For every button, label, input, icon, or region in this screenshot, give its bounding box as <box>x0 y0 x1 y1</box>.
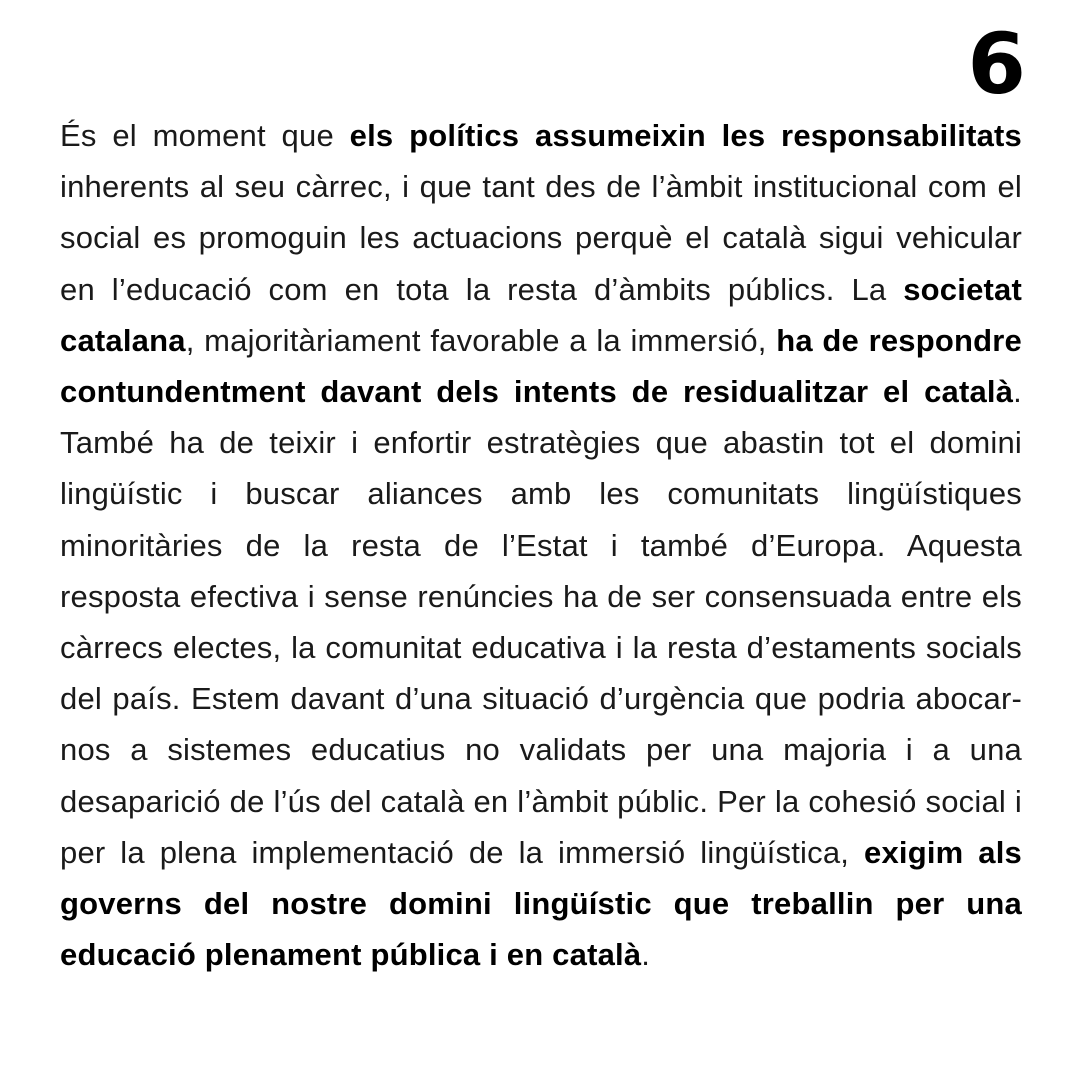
bold-phrase: els polítics assumeixin les responsabilitats <box>349 118 1022 153</box>
bold-phrase: ha de respondre contundentment davant dels intents de residualitzar el català <box>60 322 1022 410</box>
text-segment: És el moment que <box>60 118 350 153</box>
page-number: 6 <box>967 15 1026 113</box>
text-segment: , majoritàriament favorable a la immersió, <box>185 322 777 358</box>
body-paragraph <box>60 110 1022 980</box>
text-segment: . <box>641 937 651 973</box>
text-segment: inherents al seu càrrec, i que tant des de l’àmbit institucional com el social es promoguin les actuacions perquè el català sigui vehicular en l’educació com en tota la resta d’àmbits públics. La <box>60 169 1022 307</box>
bold-phrase: societat catalana <box>60 271 1022 358</box>
text-segment: . També ha de teixir i enfortir estratègies que abastin tot el domini lingüístic i buscar aliances amb les comunitats lingüístiques minoritàries de la resta de l’Estat i també d’Europa. Aquesta resposta efectiva i sense renúncies ha de ser consensuada entre els càrrecs electes, la comunitat educativa i la resta d’estaments socials del país. Estem davant d’una situació d’urgència que podria abocar-nos a sistemes educatius no validats per una majoria i a una desaparició de l’ús del català en l’àmbit públic. Per la cohesió social i per la plena implementació de la immersió lingüística, <box>60 374 1022 870</box>
bold-phrase: exigim als governs del nostre domini lingüístic que treballin per una educació plenament pública i en català <box>60 834 1022 973</box>
